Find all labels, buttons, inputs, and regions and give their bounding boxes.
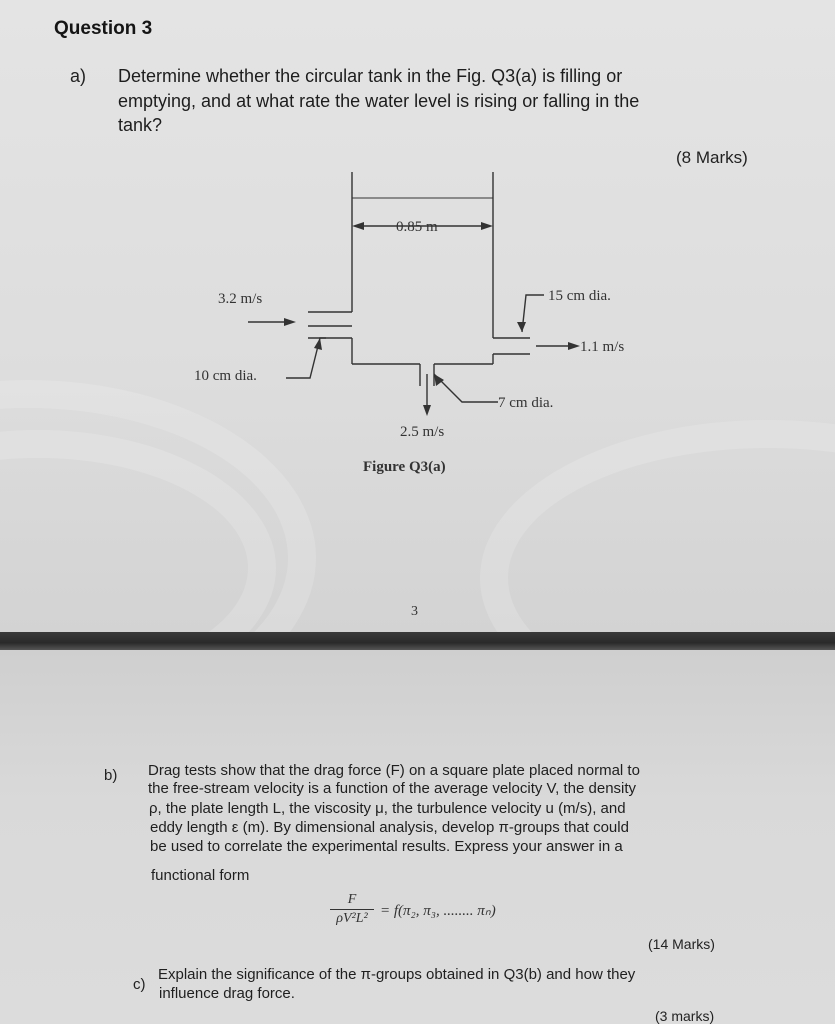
part-b-marks: (14 Marks) xyxy=(648,936,715,952)
formula-numerator: F xyxy=(347,892,357,907)
part-b-text-line: be used to correlate the experimental results. Express your answer in a xyxy=(150,838,623,855)
part-b-text-line: ρ, the plate length L, the viscosity μ, the turbulence velocity u (m/s), and xyxy=(149,800,626,817)
outlet-bottom-velocity-label: 2.5 m/s xyxy=(400,424,445,440)
part-b-text-line: functional form xyxy=(151,867,250,884)
outlet-right-leader-arrowhead xyxy=(517,322,526,332)
part-c-text-line: Explain the significance of the π-groups obtained in Q3(b) and how they xyxy=(158,966,636,983)
part-c-marks: (3 marks) xyxy=(655,1008,715,1024)
inlet-leader-arrowhead xyxy=(314,338,322,350)
part-a-text-line: Determine whether the circular tank in the Fig. Q3(a) is filling or xyxy=(118,66,623,86)
figure-caption: Figure Q3(a) xyxy=(363,459,446,475)
outlet-bottom-diameter-label: 7 cm dia. xyxy=(498,395,554,411)
part-b-text-line: the free-stream velocity is a function of the average velocity V, the density xyxy=(148,780,637,797)
outlet-bottom-arrowhead xyxy=(423,405,431,416)
part-b-text-line: eddy length ε (m). By dimensional analysis, develop π-groups that could xyxy=(150,819,629,836)
inlet-diameter-label: 10 cm dia. xyxy=(194,368,257,384)
inlet-velocity-label: 3.2 m/s xyxy=(218,291,263,307)
part-a-text-line: emptying, and at what rate the water level is rising or falling in the xyxy=(118,91,640,111)
width-arrowhead-right xyxy=(481,222,493,230)
outlet-right-arrowhead xyxy=(568,342,580,350)
part-b-text-line: Drag tests show that the drag force (F) on a square plate placed normal to xyxy=(148,762,640,779)
question-title: Question 3 xyxy=(54,18,153,39)
part-a-label: a) xyxy=(70,66,87,86)
width-arrowhead-left xyxy=(352,222,364,230)
page-divider xyxy=(0,632,835,650)
part-c-label: c) xyxy=(133,976,146,993)
part-a-text-line: tank? xyxy=(118,115,163,135)
outlet-right-diameter-leader xyxy=(522,295,544,332)
formula-denominator: ρV²L² xyxy=(336,911,368,926)
outlet-bottom-diameter-leader xyxy=(434,374,498,402)
part-c-text-line: influence drag force. xyxy=(159,985,295,1002)
page-number: 3 xyxy=(411,604,418,619)
outlet-right-diameter-label: 15 cm dia. xyxy=(548,288,611,304)
tank-figure xyxy=(180,160,660,490)
outlet-bottom-leader-arrowhead xyxy=(434,374,444,386)
part-a-marks: (8 Marks) xyxy=(676,148,748,167)
fraction-bar xyxy=(330,909,374,910)
part-b-label: b) xyxy=(104,767,118,784)
formula-fraction xyxy=(330,892,374,927)
formula-rhs: = f(π₂, π₃, ........ πₙ) xyxy=(380,903,496,919)
tank-width-label: 0.85 m xyxy=(396,219,438,235)
inlet-arrowhead xyxy=(284,318,296,326)
outlet-right-velocity-label: 1.1 m/s xyxy=(580,339,625,355)
